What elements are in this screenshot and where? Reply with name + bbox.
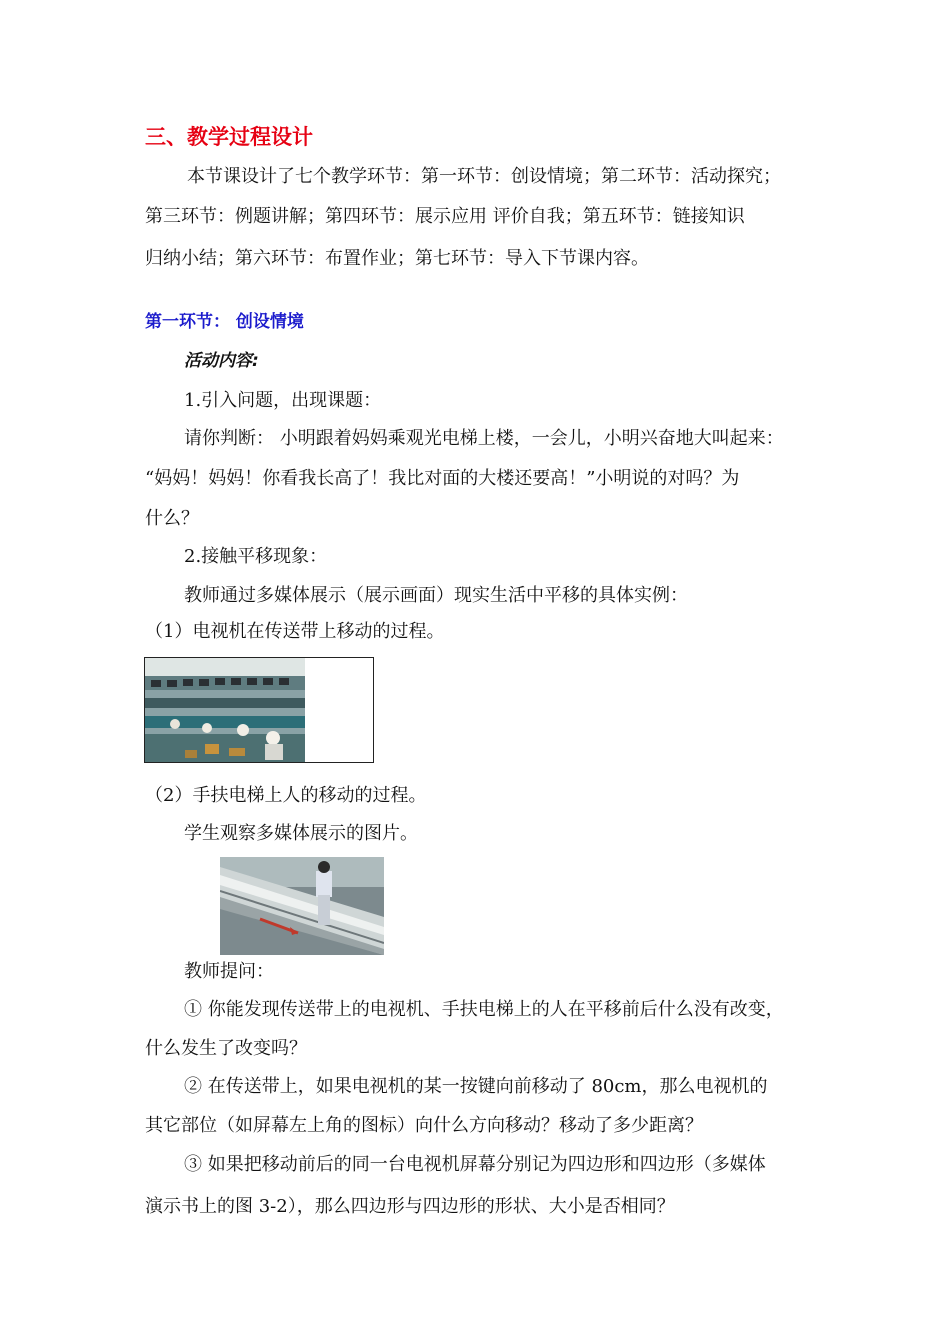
item1-text-1: 请你判断： 小明跟着妈妈乘观光电梯上楼，一会儿，小明兴奋地大叫起来： bbox=[184, 428, 784, 449]
item1-text-3: 什么？ bbox=[145, 508, 199, 529]
example-2: （2）手扶电梯上人的移动的过程。 bbox=[145, 785, 427, 806]
observe-text: 学生观察多媒体展示的图片。 bbox=[184, 823, 418, 844]
question-1-line-1: ① 你能发现传送带上的电视机、手扶电梯上的人在平移前后什么没有改变， bbox=[184, 999, 784, 1020]
question-3-line-1: ③ 如果把移动前后的同一台电视机屏幕分别记为四边形和四边形（多媒体 bbox=[184, 1154, 766, 1175]
question-3-line-2: 演示书上的图 3-2），那么四边形与四边形的形状、大小是否相同？ bbox=[145, 1196, 675, 1217]
item2-title: 2.接触平移现象： bbox=[184, 546, 328, 567]
teacher-ask: 教师提问： bbox=[184, 961, 274, 982]
activity-label: 活动内容: bbox=[184, 351, 259, 371]
intro-line-3: 归纳小结；第六环节：布置作业；第七环节：导入下节课内容。 bbox=[145, 248, 649, 269]
item1-title: 1.引入问题，出现课题： bbox=[184, 390, 382, 411]
conveyor-belt-image bbox=[145, 658, 305, 762]
item1-text-2: “妈妈！妈妈！你看我长高了！我比对面的大楼还要高！”小明说的对吗？为 bbox=[145, 468, 740, 489]
escalator-photo bbox=[220, 857, 384, 955]
intro-line-2: 第三环节：例题讲解；第四环节：展示应用 评价自我；第五环节：链接知识 bbox=[145, 206, 745, 227]
question-2-line-1: ② 在传送带上，如果电视机的某一按键向前移动了 80cm，那么电视机的 bbox=[184, 1076, 768, 1097]
intro-line-1: 本节课设计了七个教学环节：第一环节：创设情境；第二环节：活动探究； bbox=[187, 166, 781, 187]
conveyor-belt-photo bbox=[144, 657, 374, 763]
subsection-title: 第一环节： 创设情境 bbox=[145, 312, 304, 332]
escalator-image bbox=[220, 857, 384, 955]
question-1-line-2: 什么发生了改变吗？ bbox=[145, 1038, 307, 1059]
item2-intro: 教师通过多媒体展示（展示画面）现实生活中平移的具体实例： bbox=[184, 585, 688, 606]
section-title: 三、教学过程设计 bbox=[145, 125, 313, 149]
question-2-line-2: 其它部位（如屏幕左上角的图标）向什么方向移动？移动了多少距离？ bbox=[145, 1115, 703, 1136]
example-1: （1）电视机在传送带上移动的过程。 bbox=[145, 621, 445, 642]
